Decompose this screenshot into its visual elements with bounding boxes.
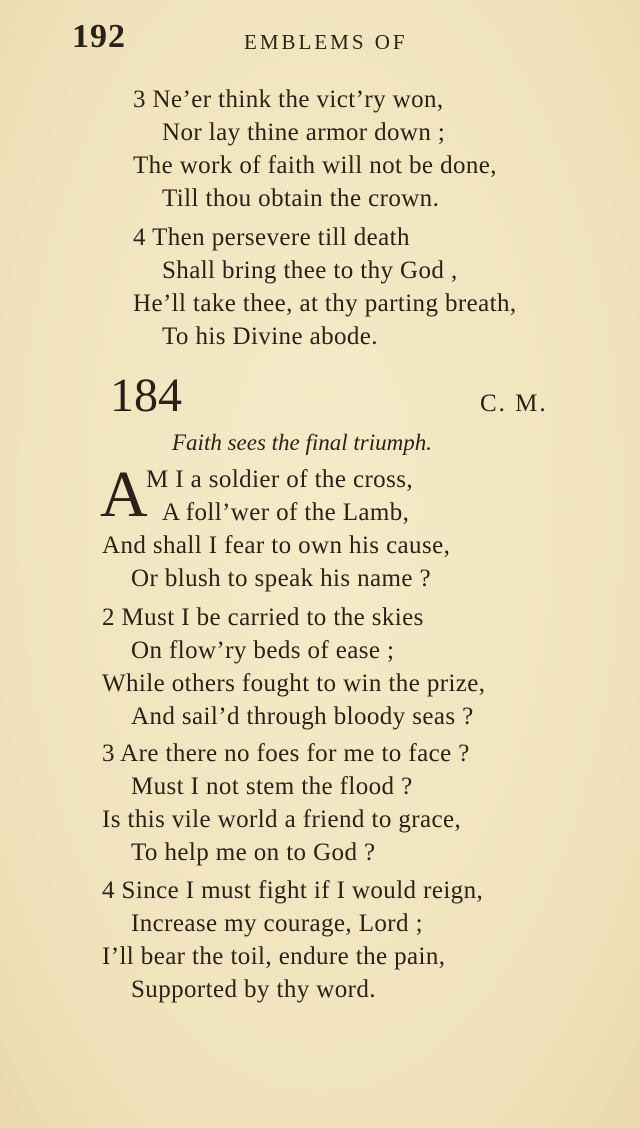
verse-line: And sail’d through bloody seas ? [131, 703, 474, 730]
hymn-meter: C. M. [480, 390, 548, 417]
drop-cap: A [100, 458, 148, 531]
verse-line: Increase my courage, Lord ; [131, 910, 423, 937]
verse-line: On flow’ry beds of ease ; [131, 637, 395, 664]
running-head: EMBLEMS OF [244, 30, 408, 54]
verse-line: M I a soldier of the cross, [146, 466, 413, 493]
verse-line: 2 Must I be carried to the skies [102, 604, 424, 631]
verse-line: 4 Then persevere till death [133, 224, 410, 251]
verse-line: Shall bring thee to thy God , [162, 257, 458, 284]
verse-line: Till thou obtain the crown. [162, 185, 440, 212]
verse-line: Is this vile world a friend to grace, [102, 806, 462, 833]
verse-line: 4 Since I must fight if I would reign, [102, 877, 484, 904]
verse-line: A foll’wer of the Lamb, [162, 499, 410, 526]
page-number: 192 [72, 18, 126, 55]
hymn-number: 184 [110, 369, 182, 422]
verse-line: Or blush to speak his name ? [131, 565, 432, 592]
verse-line: 3 Ne’er think the vict’ry won, [133, 86, 444, 113]
verse-line: Supported by thy word. [131, 976, 376, 1003]
verse-line: The work of faith will not be done, [133, 152, 497, 179]
verse-line: And shall I fear to own his cause, [102, 532, 451, 559]
hymn-title: Faith sees the final triumph. [172, 430, 433, 455]
verse-line: Nor lay thine armor down ; [162, 119, 446, 146]
verse-line: While others fought to win the prize, [102, 670, 486, 697]
verse-line: I’ll bear the toil, endure the pain, [102, 943, 446, 970]
page-header [72, 18, 592, 62]
verse-line: He’ll take thee, at thy parting breath, [133, 290, 517, 317]
verse-line: Must I not stem the flood ? [131, 773, 413, 800]
verse-line: To his Divine abode. [162, 323, 378, 350]
verse-line: To help me on to God ? [131, 839, 376, 866]
verse-line: 3 Are there no foes for me to face ? [102, 740, 470, 767]
